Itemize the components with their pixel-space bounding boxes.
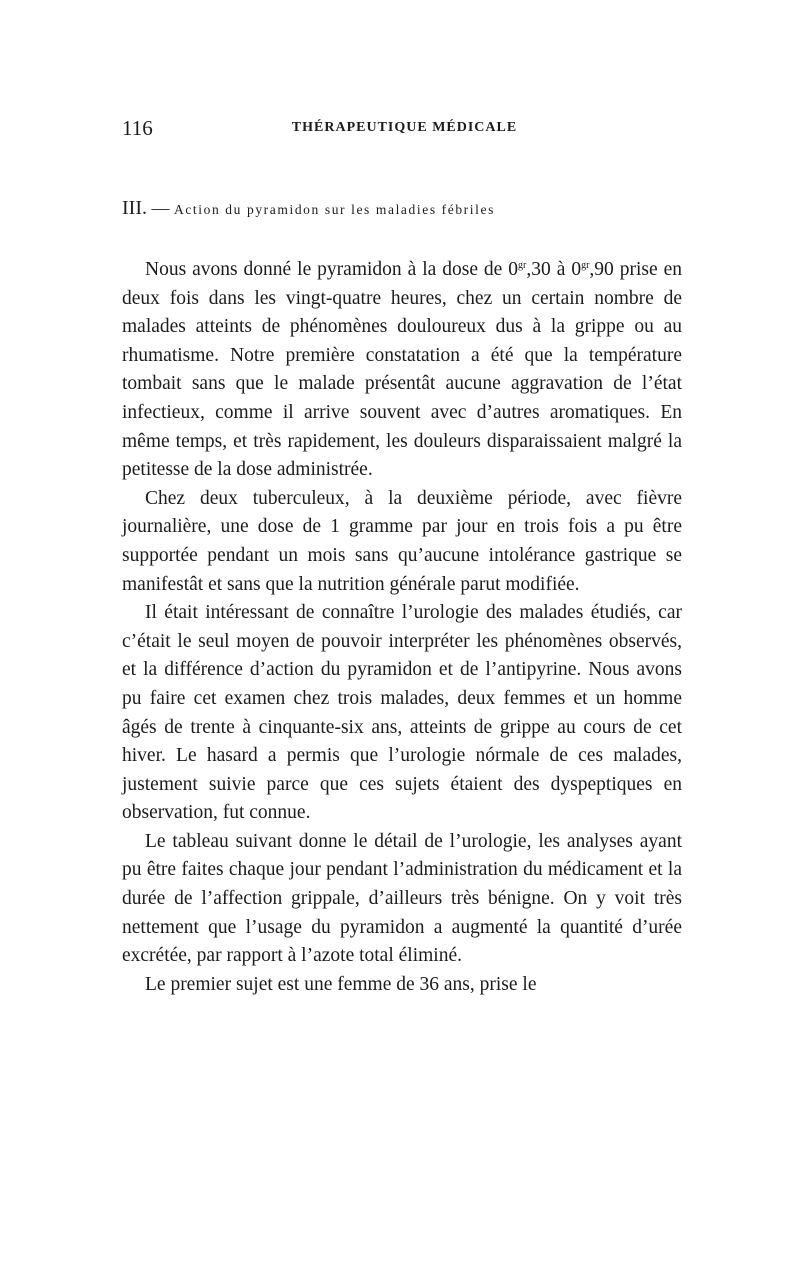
gram-unit-superscript: gr [518,260,527,271]
running-title: THÉRAPEUTIQUE MÉDICALE [291,120,518,135]
section-heading [122,196,687,222]
paragraph-1 [122,256,682,485]
section-title: Action du pyramidon sur les maladies fébriles [173,202,495,217]
paragraph-2: Chez deux tuberculeux, à la deuxième période, avec fièvre journalière, une dose de 1 gramme par jour en trois fois a pu être supportée pendant un mois sans qu’aucune intolérance gastrique se manifestât et sans que la nutrition générale parut modifiée. [122,487,682,595]
paragraph-1-text-c: ,90 prise en deux fois dans les vingt-quatre heures, chez un certain nombre de malades atteints de phénomènes douloureux dus à la grippe ou au rhumatisme. Notre première constatation a été que la température tombait sans que le malade présentât aucune aggravation de l’état infectieux, comme il arrive souvent avec d’autres aromatiques. En même temps, et très rapidement, les douleurs disparaissaient malgré la petitesse de la dose administrée. [122,259,683,481]
running-head [122,116,687,140]
paragraph-1-text-b: ,30 à 0 [526,259,582,280]
paragraph-3: Il était intéressant de connaître l’urologie des malades étudiés, car c’était le seul moyen de pouvoir interpréter les phénomènes observés, et la différence d’action du pyramidon et de l’antipyrine. Nous avons pu faire cet examen chez trois malades, deux femmes et un homme âgés de trente à cinquante-six ans, atteints de grippe au cours de cet hiver. Le hasard a permis que l’urologie nórmale de ces malades, justement suivie parce que ces sujets étaient des dyspeptiques en observation, fut connue. [122,602,682,824]
gram-unit-superscript: gr [581,260,590,271]
paragraph-1-text-a: Nous avons donné le pyramidon à la dose de 0 [145,259,519,280]
section-number: III. [122,197,147,219]
section-dash: — [151,198,170,218]
paragraph-4: Le tableau suivant donne le détail de l’urologie, les analyses ayant pu être faites chaque jour pendant l’administration du médicament et la durée de l’affection grippale, d’ailleurs très bénigne. On y voit très nettement que l’usage du pyramidon a augmenté la quantité d’urée excrétée, par rapport à l’azote total éliminé. [122,830,682,967]
page-number: 116 [122,116,153,140]
body-text [122,256,682,999]
paragraph-5: Le premier sujet est une femme de 36 ans, prise le [145,973,537,995]
